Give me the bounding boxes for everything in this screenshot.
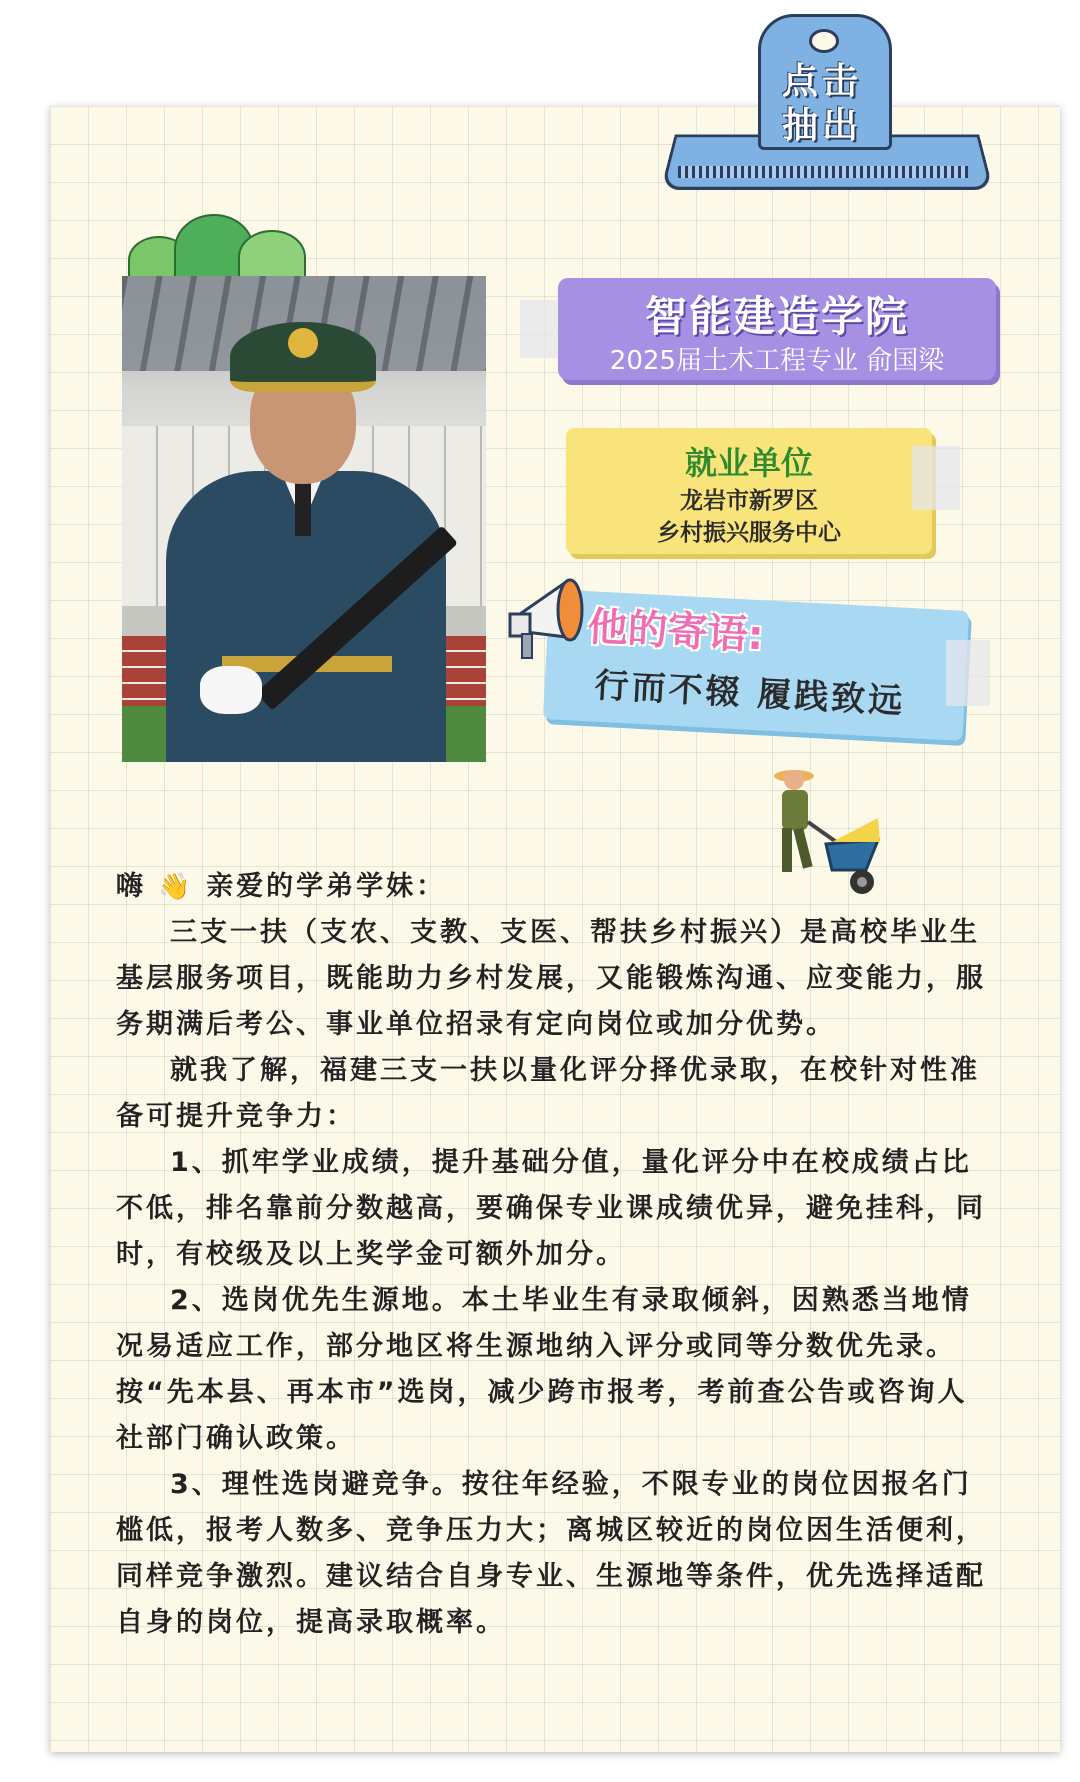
farmer-wheelbarrow-icon <box>766 758 886 918</box>
clip-hole-icon <box>809 29 839 53</box>
clip-pull-tab[interactable] <box>660 14 990 194</box>
message-body: 行而不辍 履践致远 <box>593 665 907 722</box>
clip-stripe <box>678 166 968 178</box>
greeting-prefix: 嗨 <box>116 871 146 902</box>
tape-decoration <box>912 446 960 510</box>
employer-line-2: 乡村振兴服务中心 <box>657 520 841 546</box>
leaves-icon <box>128 214 318 280</box>
college-name: 智能建造学院 <box>644 292 909 341</box>
tape-decoration <box>946 640 990 706</box>
article-paragraph: 1、抓牢学业成绩，提升基础分值，量化评分中在校成绩占比不低，排名靠前分数越高，要确保专业课成绩优异，避免挂科，同时，有校级及以上奖学金可额外加分。 <box>116 1147 986 1270</box>
message-note <box>543 589 969 741</box>
greeting <box>116 864 446 903</box>
article-paragraph: 三支一扶（支农、支教、支医、帮扶乡村振兴）是高校毕业生基层服务项目，既能助力乡村发展，又能锻炼沟通、应变能力，服务期满后考公、事业单位招录有定向岗位或加分优势。 <box>116 917 986 1040</box>
clip-label: 点击抽出 <box>781 61 862 146</box>
article-paragraph: 3、理性选岗避竞争。按往年经验，不限专业的岗位因报名门槛低，报考人数多、竞争压力大；离城区较近的岗位因生活便利，同样竞争激烈。建议结合自身专业、生源地等条件，优先选择适配自身的岗位，提高录取概率。 <box>116 1469 986 1638</box>
greeting-text: 亲爱的学弟学妹： <box>206 871 447 902</box>
waving-hand-icon: 👋 <box>158 872 194 902</box>
student-info: 2025届土木工程专业 俞国梁 <box>609 346 945 376</box>
employer-title: 就业单位 <box>684 444 813 482</box>
megaphone-icon <box>500 574 596 664</box>
college-label <box>558 278 996 380</box>
employer-note <box>566 428 932 554</box>
article-paragraph: 就我了解，福建三支一扶以量化评分择优录取，在校针对性准备可提升竞争力： <box>116 1055 980 1132</box>
employer-line-1: 龙岩市新罗区 <box>680 488 818 514</box>
message-title: 他的寄语: <box>586 604 765 660</box>
article-paragraph: 2、选岗优先生源地。本土毕业生有录取倾斜，因熟悉当地情况易适应工作，部分地区将生源地纳入评分或同等分数优先录。按“先本县、再本市”选岗，减少跨市报考，考前查公告或咨询人社部门确认政策。 <box>116 1285 972 1454</box>
article-body <box>116 910 986 1646</box>
graduate-photo <box>122 276 486 762</box>
